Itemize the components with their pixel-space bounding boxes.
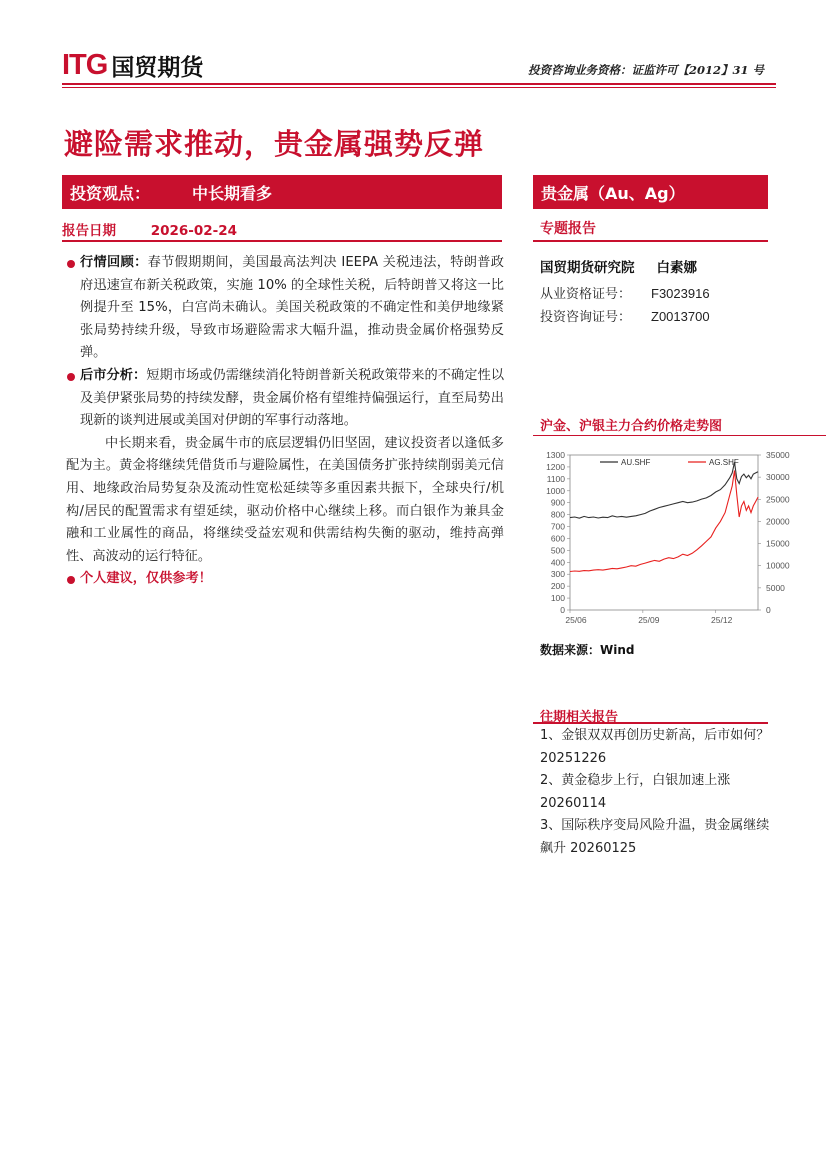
report-title: 避险需求推动，贵金属强势反弹 — [64, 127, 485, 161]
report-date — [62, 219, 237, 239]
advice-text: 个人建议，仅供参考！ — [80, 571, 212, 587]
logo-latin: ITG — [62, 48, 108, 81]
date-divider — [62, 240, 502, 242]
past-reports-divider — [533, 722, 768, 724]
outlook-paragraph — [66, 365, 504, 433]
investment-view-bar — [62, 175, 502, 209]
y-left-tick-label: 400 — [550, 557, 565, 568]
past-report-item[interactable]: 3、国际秩序变局风险升温，贵金属继续飙升 20260125 — [540, 818, 770, 856]
report-type: 专题报告 — [540, 221, 596, 237]
y-left-tick-label: 1100 — [546, 473, 565, 484]
advice-paragraph — [66, 568, 504, 591]
bullet-icon — [67, 576, 75, 584]
header-divider-thin — [62, 87, 776, 88]
y-left-tick-label: 0 — [560, 605, 565, 615]
y-left-tick-label: 200 — [550, 581, 565, 592]
outlook-heading: 后市分析： — [80, 367, 147, 383]
author-line — [540, 256, 697, 276]
report-date-label: 报告日期 — [62, 223, 116, 239]
advisory-cert — [540, 306, 710, 325]
market-review-paragraph — [66, 252, 504, 365]
type-divider — [533, 240, 768, 242]
price-chart — [533, 445, 826, 635]
y-left-tick-label: 1000 — [546, 485, 565, 496]
y-right-tick-label: 5000 — [766, 582, 785, 593]
y-left-tick-label: 800 — [550, 509, 565, 520]
y-left-tick-label: 900 — [550, 497, 565, 508]
y-right-tick-label: 0 — [766, 605, 771, 615]
y-right-tick-label: 20000 — [766, 516, 790, 527]
x-tick-label: 25/06 — [565, 615, 587, 625]
y-left-tick-label: 1300 — [546, 450, 565, 460]
market-review-text: 春节假期期间，美国最高法判决 IEEPA 关税违法，特朗普政府迅速宣布新关税政策，实施 10% 的全球性关税，后特朗普又将这一比例提升至 15%，白宫尚未确认。美国关税政策的不确定性和美伊地缘紧张局势持续升级，导致市场避险需求大幅升温，推动贵金属价格强势反弹。 — [80, 255, 504, 361]
qualification-cert — [540, 283, 710, 302]
y-left-tick-label: 300 — [550, 569, 565, 580]
chart-title: 沪金、沪银主力合约价格走势图 — [540, 419, 723, 434]
chart-divider — [533, 435, 826, 436]
y-left-tick-label: 1200 — [546, 461, 565, 472]
logo-chinese: 国贸期货 — [111, 54, 204, 81]
y-right-tick-label: 35000 — [766, 450, 790, 460]
y-right-tick-label: 10000 — [766, 560, 790, 571]
market-review-heading: 行情回顾： — [80, 255, 148, 270]
past-reports-list — [540, 725, 775, 861]
cert-code: Z0013700 — [651, 309, 710, 324]
past-reports-title: 往期相关报告 — [540, 710, 619, 725]
long-term-paragraph: 中长期来看，贵金属牛市的底层逻辑仍旧坚固，建议投资者以逢低多配为主。黄金将继续凭借货币与避险属性，在美国债务扩张持续削弱美元信用、地缘政治局势复杂及流动性宽松延续等多重因素共振下，全球央行/机构/居民的配置需求有望延续，驱动价格中心继续上移。而白银作为兼具金融和工业属性的商品，将继续受益宏观和供需结构失衡的驱动，维持高弹性、高波动的运行特征。 — [66, 435, 504, 564]
y-left-tick-label: 700 — [550, 521, 565, 532]
investment-view-value: 中长期看多 — [192, 183, 273, 203]
y-left-tick-label: 600 — [550, 533, 565, 544]
past-report-item[interactable]: 2、黄金稳步上行，白银加速上涨20260114 — [540, 773, 731, 811]
header-divider — [62, 83, 776, 85]
y-left-tick-label: 100 — [550, 593, 565, 604]
y-right-tick-label: 15000 — [766, 538, 790, 549]
report-body — [66, 252, 504, 591]
y-left-tick-label: 500 — [550, 545, 565, 556]
bullet-icon — [67, 373, 75, 381]
investment-view-label: 投资观点： — [70, 183, 151, 203]
license-text: 投资咨询业务资格：证监许可【2012】31 号 — [527, 63, 764, 77]
y-right-tick-label: 25000 — [766, 494, 790, 505]
legend-label: AG.SHF — [709, 458, 739, 467]
sector-label: 贵金属（Au、Ag） — [541, 183, 685, 203]
institute-name: 国贸期货研究院 — [540, 260, 635, 276]
bullet-icon — [67, 260, 75, 268]
cert-label: 从业资格证号： — [540, 287, 632, 302]
past-report-item[interactable]: 1、金银双双再创历史新高，后市如何？20251226 — [540, 728, 770, 766]
report-date-value: 2026-02-24 — [150, 223, 238, 239]
data-source: 数据来源：Wind — [540, 643, 635, 657]
company-logo — [62, 50, 203, 80]
legend-label: AU.SHF — [621, 458, 651, 467]
author-name: 白素娜 — [656, 260, 697, 276]
sector-bar — [533, 175, 768, 209]
x-tick-label: 25/09 — [638, 615, 660, 625]
cert-label: 投资咨询证号： — [540, 310, 632, 325]
y-right-tick-label: 30000 — [766, 472, 790, 483]
x-tick-label: 25/12 — [711, 615, 733, 625]
outlook-text: 短期市场或仍需继续消化特朗普新关税政策带来的不确定性以及美伊紧张局势的持续发酵，贵金属价格有望维持偏强运行，直至局势出现新的谈判进展或美国对伊朗的军事行动落地。 — [80, 367, 505, 429]
cert-code: F3023916 — [651, 286, 710, 301]
